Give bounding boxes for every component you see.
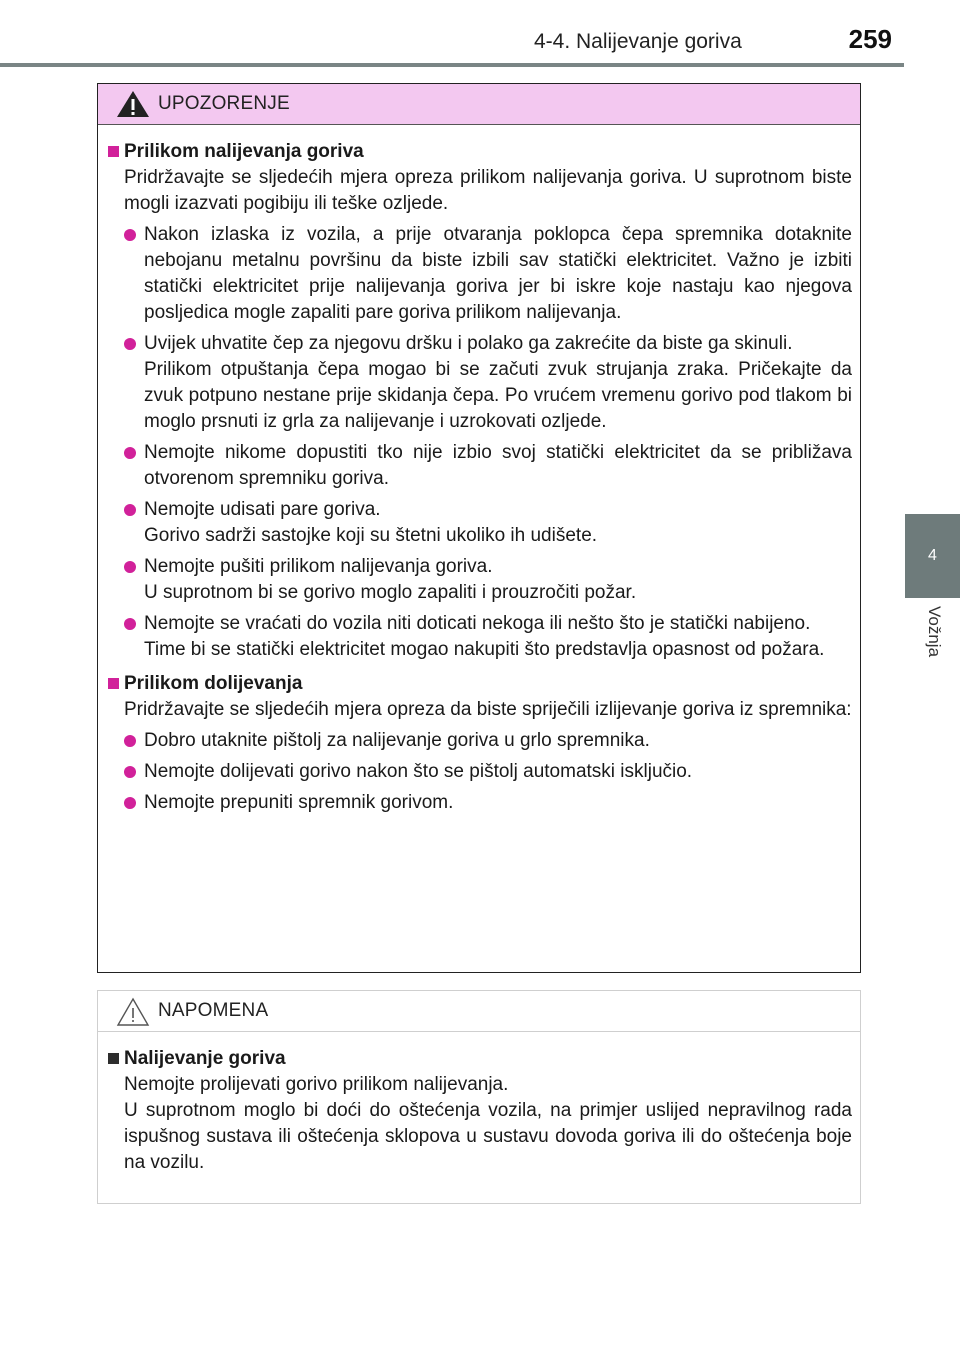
section-heading: Prilikom nalijevanja goriva bbox=[124, 141, 364, 162]
list-item: Nemojte dolijevati gorivo nakon što se pištolj automatski isključio. bbox=[108, 759, 852, 785]
header-rule bbox=[0, 63, 904, 67]
list-item: Nemojte se vraćati do vozila niti doticati nekoga ili nešto što je statički nabijeno. Time bi se statički elektricitet mogao nakupiti što predstavlja opasnost od požara. bbox=[108, 611, 852, 663]
warning-title: UPOZORENJE bbox=[158, 93, 290, 114]
chapter-label: Vožnja bbox=[925, 606, 944, 658]
list-item: Nakon izlaska iz vozila, a prije otvaranja poklopca čepa spremnika dotaknite nebojanu metalnu površinu da biste izbili sav statički elektricitet. Važno je izbiti statički elektricitet prije nalijevanja goriva jer bi iskre koje nastaju kao njegova posljedica mogle zapaliti pare goriva prilikom nalijevanja. bbox=[108, 222, 852, 326]
section-square-icon bbox=[108, 1053, 119, 1064]
warning-section-topup bbox=[108, 671, 852, 816]
page-number: 259 bbox=[848, 24, 892, 54]
section-heading: Prilikom dolijevanja bbox=[124, 673, 303, 694]
section-heading: Nalijevanje goriva bbox=[124, 1048, 286, 1069]
notice-section bbox=[108, 1046, 852, 1176]
warning-section-refuel bbox=[108, 139, 852, 663]
section-intro: Pridržavajte se sljedećih mjera opreza da biste spriječili izlijevanje goriva iz spremnika: bbox=[124, 699, 852, 720]
list-item: Dobro utaknite pištolj za nalijevanje goriva u grlo spremnika. bbox=[108, 728, 852, 754]
bullet-dot-icon bbox=[124, 504, 136, 516]
list-item: Nemojte prepuniti spremnik gorivom. bbox=[108, 790, 852, 816]
notice-title: NAPOMENA bbox=[158, 1000, 269, 1021]
warning-box bbox=[97, 83, 861, 973]
caution-triangle-icon bbox=[116, 997, 150, 1032]
list-item: Nemojte nikome dopustiti tko nije izbio svoj statički elektricitet da se približava otvorenom spremniku goriva. bbox=[108, 440, 852, 492]
notice-text: Nemojte prolijevati gorivo prilikom nalijevanja. bbox=[124, 1074, 509, 1095]
bullet-dot-icon bbox=[124, 447, 136, 459]
list-item: Uvijek uhvatite čep za njegovu dršku i polako ga zakrećite da biste ga skinuli. Prilikom otpuštanja čepa mogao bi se začuti zvuk strujanja zraka. Pričekajte da zvuk potpuno nestane prije skidanja čepa. Po vrućem vremenu gorivo pod tlakom bi moglo prsnuti iz grla za nalijevanje i uzrokovati ozljede. bbox=[108, 331, 852, 435]
warning-header bbox=[98, 84, 860, 125]
bullet-dot-icon bbox=[124, 618, 136, 630]
bullet-dot-icon bbox=[124, 735, 136, 747]
bullet-dot-icon bbox=[124, 338, 136, 350]
chapter-number: 4 bbox=[928, 547, 937, 564]
section-square-icon bbox=[108, 678, 119, 689]
list-item: Nemojte pušiti prilikom nalijevanja goriva. U suprotnom bi se gorivo moglo zapaliti i prouzročiti požar. bbox=[108, 554, 852, 606]
notice-header bbox=[98, 991, 860, 1032]
warning-triangle-icon bbox=[116, 90, 150, 123]
list-item: Nemojte udisati pare goriva. Gorivo sadrži sastojke koji su štetni ukoliko ih udišete. bbox=[108, 497, 852, 549]
section-intro: Pridržavajte se sljedećih mjera opreza prilikom nalijevanja goriva. U suprotnom biste mogli izazvati pogibiju ili teške ozljede. bbox=[124, 167, 852, 214]
section-title: 4-4. Nalijevanje goriva bbox=[534, 30, 742, 53]
notice-text: U suprotnom moglo bi doći do oštećenja vozila, na primjer uslijed nepravilnog rada ispušnog sustava ili oštećenja sklopova u sustavu dovoda goriva ili do oštećenja boje na vozilu. bbox=[124, 1100, 852, 1173]
section-square-icon bbox=[108, 146, 119, 157]
chapter-tab[interactable] bbox=[905, 514, 960, 598]
notice-box bbox=[97, 990, 861, 1204]
bullet-dot-icon bbox=[124, 766, 136, 778]
bullet-dot-icon bbox=[124, 229, 136, 241]
bullet-dot-icon bbox=[124, 561, 136, 573]
bullet-dot-icon bbox=[124, 797, 136, 809]
